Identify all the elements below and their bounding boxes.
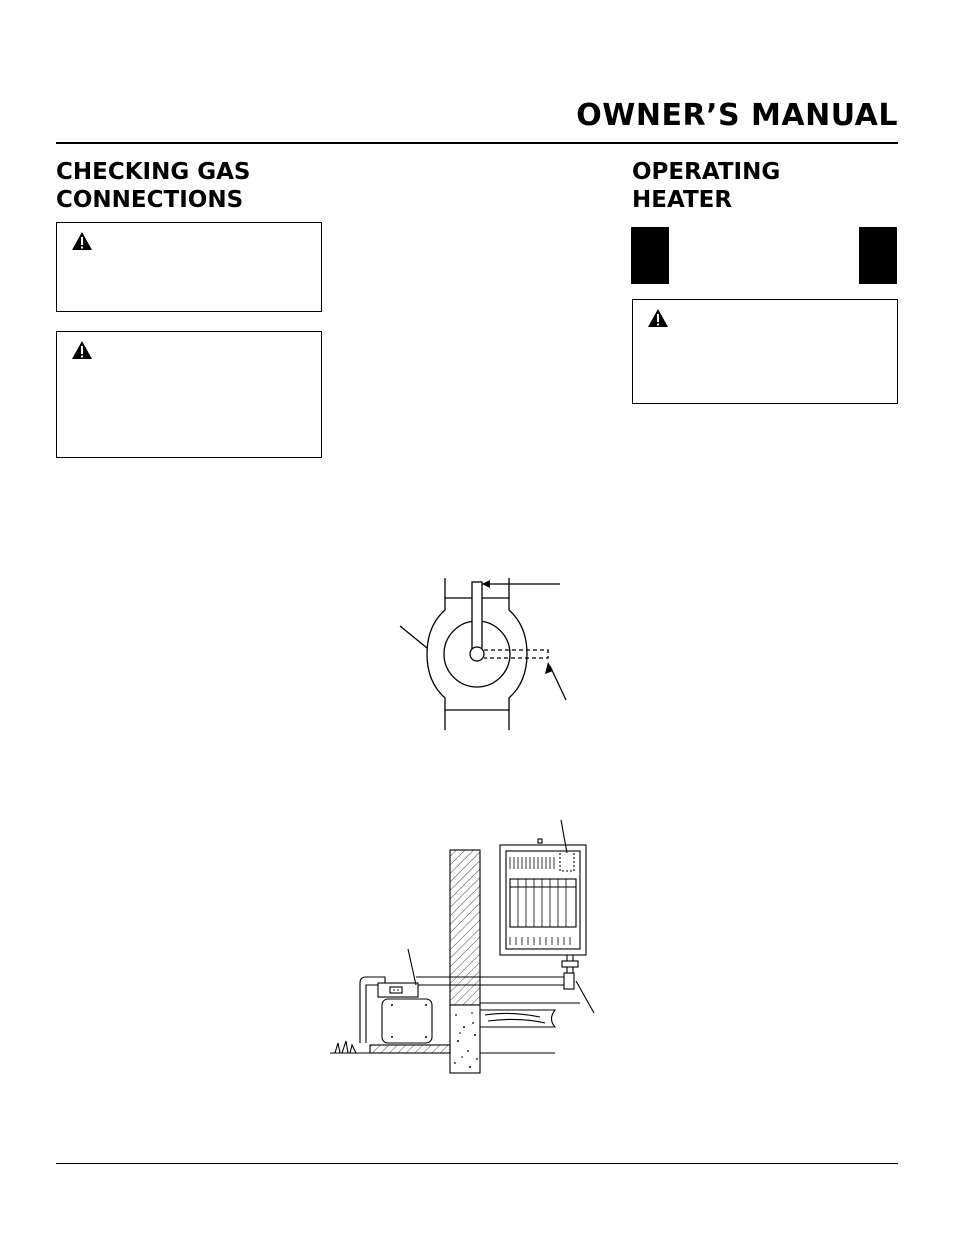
operating-heater-heading (632, 158, 780, 214)
heater-gas-meter-installation-diagram (330, 815, 600, 1080)
warning-triangle-icon (647, 308, 669, 328)
warning-box-2 (56, 331, 322, 458)
heading-line-1: CHECKING GAS (56, 159, 251, 185)
heading-line-2: HEATER (632, 187, 733, 213)
tab-block-left (631, 227, 669, 284)
gas-shutoff-valve-diagram (390, 570, 570, 735)
footer-rule (56, 1163, 898, 1164)
checking-gas-connections-heading (56, 158, 250, 214)
warning-box-1 (56, 222, 322, 312)
warning-triangle-icon (71, 340, 93, 360)
heading-line-2: CONNECTIONS (56, 187, 244, 213)
page-header-title: OWNER’S MANUAL (576, 98, 898, 133)
warning-triangle-icon (71, 231, 93, 251)
warning-box-3 (632, 299, 898, 404)
header-rule (56, 142, 898, 144)
heading-line-1: OPERATING (632, 159, 781, 185)
tab-block-right (859, 227, 897, 284)
